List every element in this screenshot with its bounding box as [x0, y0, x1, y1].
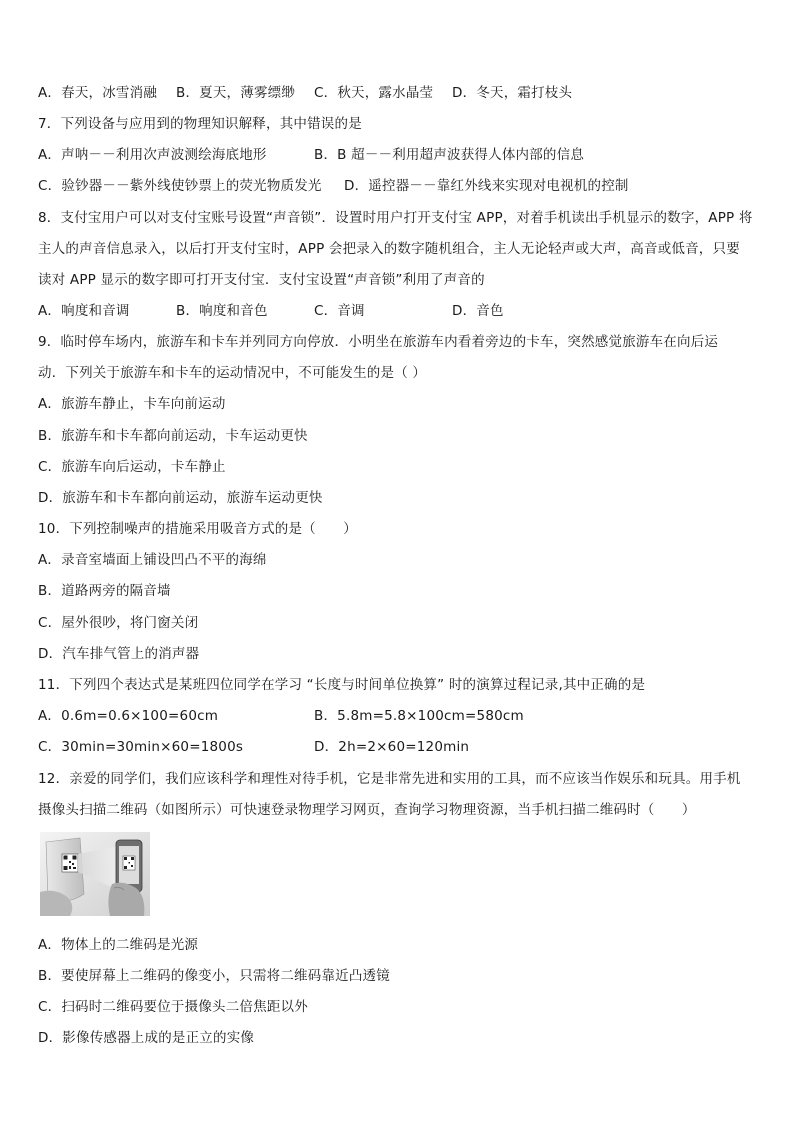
- q12-option-c: C．扫码时二维码要位于摄像头二倍焦距以外: [38, 999, 308, 1015]
- q6-option-a: A．春天，冰雪消融: [38, 85, 158, 101]
- q6-option-d: D．冬天，霜打枝头: [452, 85, 573, 101]
- q7-option-c: C．验钞器－－紫外线使钞票上的荧光物质发光: [38, 178, 322, 194]
- q8-stem-line-2: 主人的声音信息录入，以后打开支付宝时，APP 会把录入的数字随机组合，主人无论轻声或大声，高音或低音，只要: [38, 241, 740, 257]
- q9-option-b: B．旅游车和卡车都向前运动，卡车运动更快: [38, 428, 308, 444]
- q7-option-b: B．B 超－－利用超声波获得人体内部的信息: [314, 147, 585, 163]
- q11-option-c: C．30min=30min×60=1800s: [38, 739, 244, 755]
- q7-option-d: D．遥控器－－靠红外线来实现对电视机的控制: [344, 178, 629, 194]
- q8-stem-line-3: 读对 APP 显示的数字即可打开支付宝．支付宝设置“声音锁”利用了声音的: [38, 272, 485, 288]
- q9-option-d: D．旅游车和卡车都向前运动，旅游车运动更快: [38, 490, 323, 506]
- q8-option-a: A．响度和音调: [38, 303, 130, 319]
- q10-option-c: C．屋外很吵，将门窗关闭: [38, 615, 199, 631]
- q8-option-d: D．音色: [452, 303, 504, 319]
- q9-stem-line-1: 9．临时停车场内，旅游车和卡车并列同方向停放．小明坐在旅游车内看着旁边的卡车，突然感觉旅游车在向后运: [38, 334, 719, 350]
- q11-stem: 11．下列四个表达式是某班四位同学在学习 “长度与时间单位换算” 时的演算过程记录,其中正确的是: [38, 677, 646, 693]
- q7-option-a: A．声呐－－利用次声波测绘海底地形: [38, 147, 267, 163]
- q8-stem-line-1: 8．支付宝用户可以对支付宝账号设置“声音锁”．设置时用户打开支付宝 APP，对着手机读出手机显示的数字，APP 将: [38, 210, 753, 226]
- q10-stem: 10．下列控制噪声的措施采用吸音方式的是（ ）: [38, 521, 357, 537]
- q8-option-c: C．音调: [314, 303, 365, 319]
- qr-scan-figure: [40, 832, 150, 916]
- q11-option-b: B．5.8m=5.8×100cm=580cm: [314, 708, 524, 724]
- q9-option-a: A．旅游车静止，卡车向前运动: [38, 396, 226, 412]
- q12-option-b: B．要使屏幕上二维码的像变小，只需将二维码靠近凸透镜: [38, 968, 390, 984]
- q10-option-b: B．道路两旁的隔音墙: [38, 583, 171, 599]
- q9-stem-line-2: 动．下列关于旅游车和卡车的运动情况中，不可能发生的是（ ）: [38, 365, 427, 381]
- q12-option-d: D．影像传感器上成的是正立的实像: [38, 1030, 255, 1046]
- qr-scan-illustration: [40, 832, 150, 916]
- q7-stem: 7．下列设备与应用到的物理知识解释，其中错误的是: [38, 116, 362, 132]
- q12-stem-line-1: 12．亲爱的同学们，我们应该科学和理性对待手机，它是非常先进和实用的工具，而不应该当作娱乐和玩具。用手机: [38, 771, 741, 787]
- q11-option-a: A．0.6m=0.6×100=60cm: [38, 708, 219, 724]
- q12-option-a: A．物体上的二维码是光源: [38, 937, 199, 953]
- q10-option-d: D．汽车排气管上的消声器: [38, 646, 200, 662]
- q12-stem-line-2: 摄像头扫描二维码（如图所示）可快速登录物理学习网页，查询学习物理资源，当手机扫描二维码时（ ）: [38, 802, 696, 818]
- q6-option-b: B．夏天，薄雾缥缈: [176, 85, 296, 101]
- q6-option-c: C．秋天，露水晶莹: [314, 85, 434, 101]
- q8-option-b: B．响度和音色: [176, 303, 268, 319]
- q10-option-a: A．录音室墙面上铺设凹凸不平的海绵: [38, 552, 267, 568]
- q11-option-d: D．2h=2×60=120min: [314, 739, 470, 755]
- q9-option-c: C．旅游车向后运动，卡车静止: [38, 459, 226, 475]
